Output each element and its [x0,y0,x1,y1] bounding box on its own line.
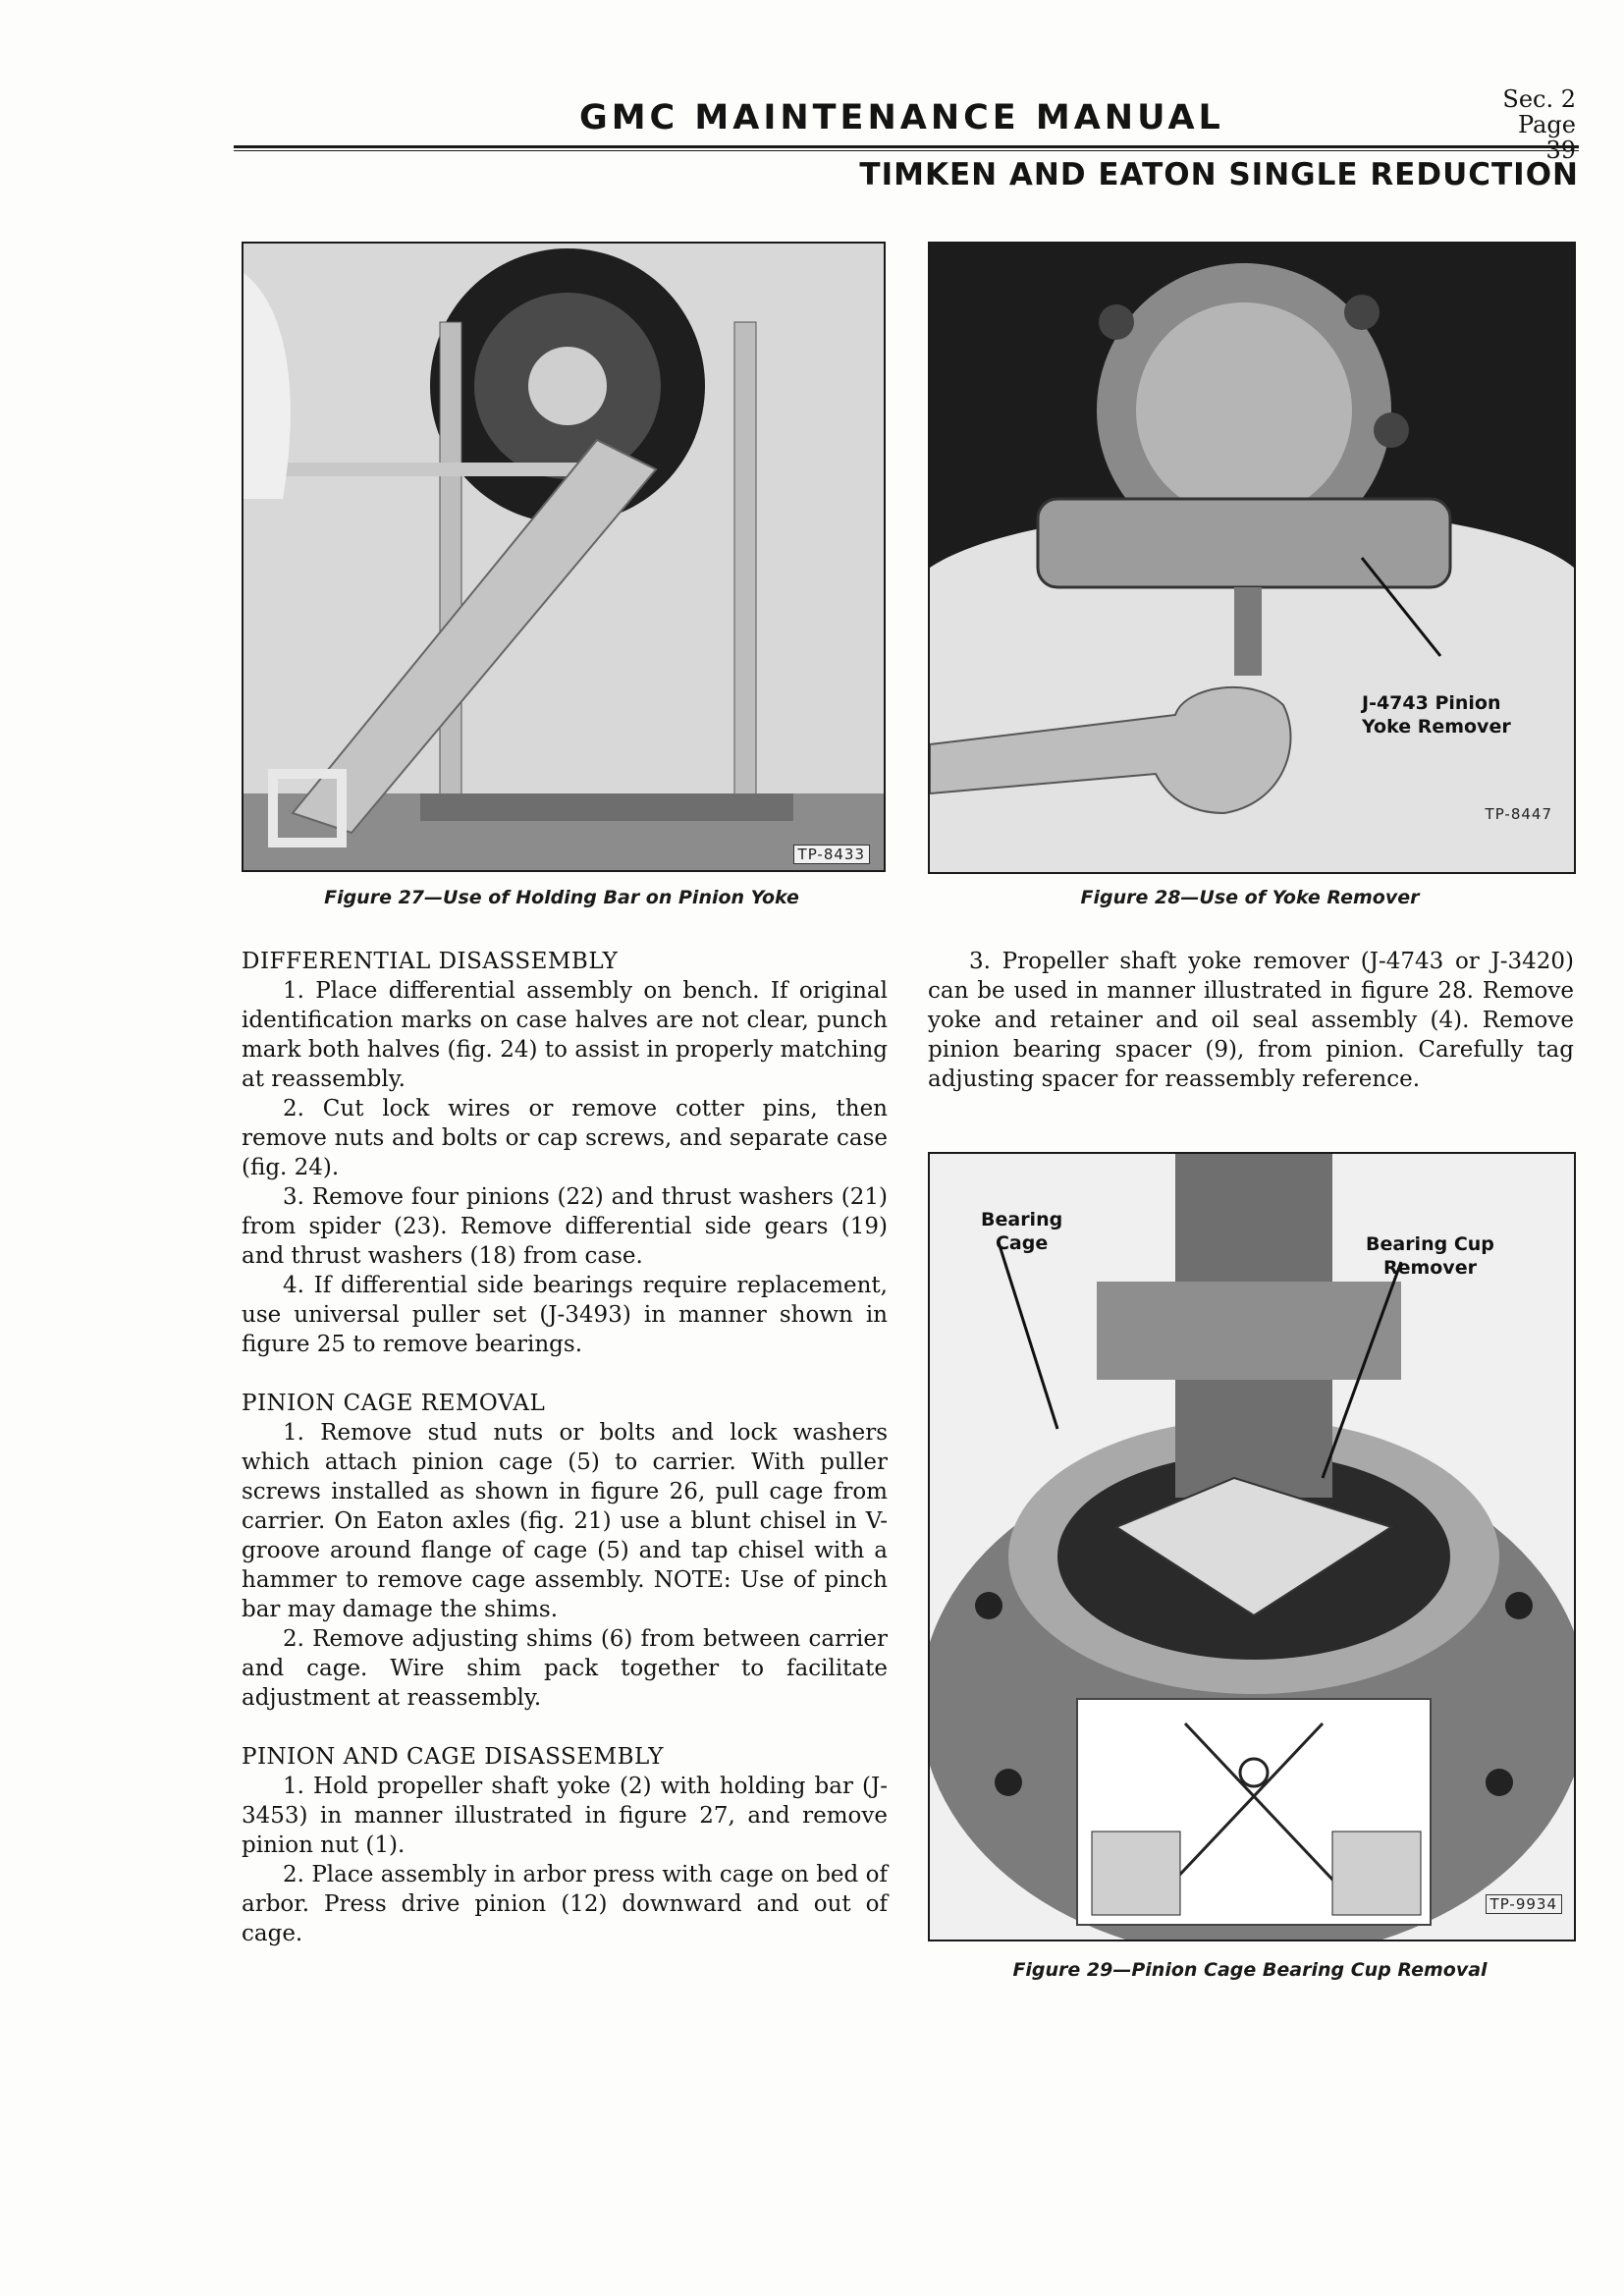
figure-27-caption: Figure 27—Use of Holding Bar on Pinion Yoke [324,887,799,908]
figure-29-code: TP-9934 [1486,1894,1562,1914]
bearing-cup-remover-callout-line1: Bearing Cup [1366,1233,1494,1255]
bearing-cage-callout-line1: Bearing [981,1209,1063,1230]
bearing-cage-callout-line2: Cage [995,1232,1049,1254]
differential-disassembly-heading: DIFFERENTIAL DISASSEMBLY [242,949,619,974]
section-number: Sec. 2 [1502,85,1576,113]
pinion-cage-disassembly-heading: PINION AND CAGE DISASSEMBLY [242,1744,664,1770]
section-subtitle: TIMKEN AND EATON SINGLE REDUCTION [859,157,1579,192]
pinion-cage-removal-step-1: 1. Remove stud nuts or bolts and lock washers which attach pinion cage (5) to carrier. With puller screws installed as shown in figure 26, pull cage from carrier. On Eaton axles (fig. 21) use a blunt chisel in V-groove around flange of cage (5) and tap chisel with a hammer to remove cage assembly. NOTE: Use of pinch bar may damage the shims. [242,1420,888,1622]
figure-28-code: TP-8447 [1485,805,1552,823]
figure-27-photo [242,242,886,872]
differential-step-1: 1. Place differential assembly on bench. If original identification marks on case halves are not clear, punch mark both halves (fig. 24) to assist in properly matching at reassembly. [242,978,888,1092]
header-rule-thin [234,150,1579,151]
differential-step-2: 2. Cut lock wires or remove cotter pins, then remove nuts and bolts or cap screws, and separate case (fig. 24). [242,1096,888,1180]
pinion-cage-disassembly-step-2: 2. Place assembly in arbor press with cage on bed of arbor. Press drive pinion (12) downward and out of cage. [242,1862,888,1946]
right-text-column [928,947,1574,1094]
figure-28-photo [928,242,1576,874]
pinion-cage-removal-step-2: 2. Remove adjusting shims (6) from between carrier and cage. Wire shim pack together to facilitate adjustment at reassembly. [242,1626,888,1711]
yoke-removal-step-3: 3. Propeller shaft yoke remover (J-4743 or J-3420) can be used in manner illustrated in figure 28. Remove yoke and retainer and oil seal assembly (4). Remove pinion bearing spacer (9), from pinion. Carefully tag adjusting spacer for reassembly reference. [928,949,1574,1092]
figure-27-code: TP-8433 [793,845,870,864]
left-text-column [242,947,888,1948]
pinion-cage-disassembly-step-1: 1. Hold propeller shaft yoke (2) with holding bar (J-3453) in manner illustrated in figure 27, and remove pinion nut (1). [242,1774,888,1858]
yoke-remover-callout [1362,691,1511,738]
differential-step-4: 4. If differential side bearings require replacement, use universal puller set (J-3493) in manner shown in figure 25 to remove bearings. [242,1273,888,1357]
figure-29-caption: Figure 29—Pinion Cage Bearing Cup Removal [1012,1959,1488,1981]
bearing-cup-remover-callout [1366,1232,1494,1280]
pinion-cage-removal-heading: PINION CAGE REMOVAL [242,1391,546,1416]
bearing-cage-callout [981,1208,1062,1255]
yoke-remover-callout-line2: Yoke Remover [1362,716,1511,738]
yoke-remover-callout-line1: J-4743 Pinion [1362,692,1501,714]
header-rule [234,145,1579,148]
differential-step-3: 3. Remove four pinions (22) and thrust washers (21) from spider (23). Remove differential side gears (19) and thrust washers (18) from case. [242,1184,888,1269]
bearing-cup-remover-callout-line2: Remover [1382,1257,1477,1279]
figure-28-caption: Figure 28—Use of Yoke Remover [1080,887,1420,908]
manual-title: GMC MAINTENANCE MANUAL [579,98,1224,137]
holding-bar-illustration [244,244,884,870]
figure-29-photo [928,1152,1576,1941]
yoke-remover-illustration [930,244,1574,872]
section-page-block [1483,86,1576,163]
page-number: Page [1518,111,1576,138]
